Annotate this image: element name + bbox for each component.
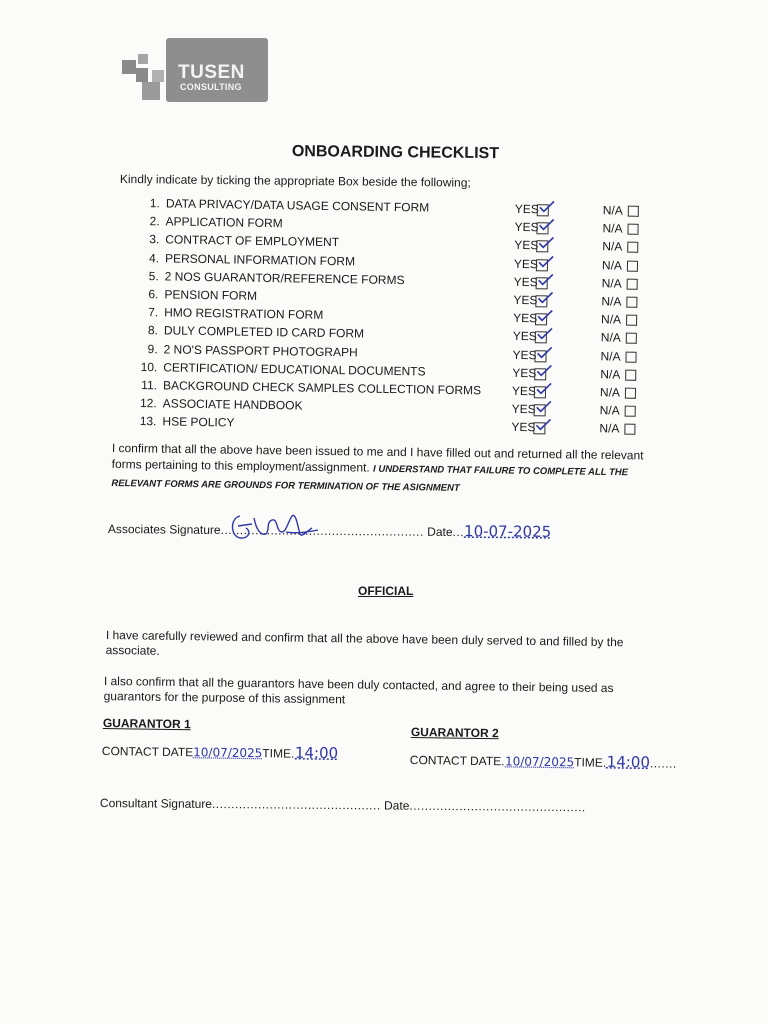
checklist-item-number: 10. [140, 359, 158, 375]
checklist-item-label: ASSOCIATE HANDBOOK [162, 396, 303, 413]
checklist-item-number: 12. [139, 396, 157, 411]
checkmark-icon [535, 308, 553, 322]
associate-signature-line: Associates Signature..................................................... Date...10-07-2025 [107, 521, 552, 541]
yes-label: YES [513, 256, 539, 271]
checklist-item-label: CERTIFICATION/ EDUCATIONAL DOCUMENTS [163, 360, 426, 379]
checklist-item-label: 2 NO'S PASSPORT PHOTOGRAPH [163, 341, 358, 360]
confirmation-body: I confirm that all the above have been issued to me and I have filled out and returned all the relevant forms pertaining to this employment/assignment. [111, 440, 644, 475]
logo-brand: TUSEN [178, 62, 245, 83]
consultant-signature-label: Consultant Signature [99, 796, 213, 811]
checklist-item-label: CONTRACT OF EMPLOYMENT [165, 232, 340, 250]
checklist-item-number: 2. [149, 214, 160, 229]
yes-label: YES [514, 220, 539, 235]
na-checkbox[interactable] [626, 297, 637, 308]
checklist-item-number: 13. [139, 414, 157, 429]
associate-signature-label: Associates Signature [107, 521, 221, 537]
na-checkbox[interactable] [628, 206, 639, 217]
consultant-date-label: Date [383, 798, 410, 813]
na-label: N/A [602, 221, 623, 236]
page-title: ONBOARDING CHECKLIST [291, 143, 500, 163]
checklist-item-number: 6. [148, 287, 159, 302]
yes-label: YES [513, 274, 538, 290]
checkmark-icon [534, 345, 552, 359]
checklist-item-label: HSE POLICY [162, 414, 235, 430]
checkmark-icon [535, 290, 553, 304]
checklist-item-number: 4. [148, 250, 160, 265]
checklist-item-label: 2 NOS GUARANTOR/REFERENCE FORMS [164, 269, 405, 287]
logo-sub: CONSULTING [180, 82, 242, 92]
checkmark-icon [536, 272, 554, 286]
guarantor-2-contact-label: CONTACT DATE [409, 752, 502, 769]
checkmark-icon [536, 254, 554, 268]
guarantor-2-contact: CONTACT DATE.10/07/2025TIME.14:00....... [409, 752, 677, 772]
na-label: N/A [600, 348, 621, 364]
checklist-item-label: BACKGROUND CHECK SAMPLES COLLECTION FORMS [162, 378, 482, 398]
na-checkbox[interactable] [624, 424, 635, 435]
checklist-item-number: 8. [147, 323, 158, 338]
na-checkbox[interactable] [626, 315, 637, 326]
na-label: N/A [600, 367, 621, 382]
official-statement-2: I also confirm that all the guarantors have been duly contacted, and agree to their being used as guarantors for the purpose of this assignment [103, 674, 614, 707]
yes-label: YES [512, 329, 537, 344]
checkmark-icon [534, 381, 552, 395]
na-checkbox[interactable] [625, 388, 636, 399]
yes-label: YES [511, 383, 537, 399]
termination-warning: I UNDERSTAND THAT FAILURE TO COMPLETE ALL THE RELEVANT FORMS ARE GROUNDS FOR TERMINATION OF THE ASIGNMENT [111, 463, 629, 494]
na-checkbox[interactable] [626, 333, 637, 344]
checklist-item-number: 11. [141, 378, 158, 393]
associate-date-value[interactable]: 10-07-2025 [463, 522, 552, 541]
yes-label: YES [513, 311, 538, 326]
na-checkbox[interactable] [627, 242, 638, 253]
checklist-item-label: PENSION FORM [164, 287, 258, 303]
guarantor-2-heading: GUARANTOR 2 [410, 725, 499, 741]
guarantor-1-date-value[interactable]: 10/07/2025 [193, 745, 263, 761]
guarantor-2-date-value[interactable]: 10/07/2025 [504, 754, 575, 770]
company-logo [122, 38, 272, 104]
yes-label: YES [514, 201, 539, 217]
guarantor-1-contact-label: CONTACT DATE [101, 743, 194, 760]
na-checkbox[interactable] [625, 369, 636, 380]
na-label: N/A [599, 403, 620, 418]
checklist-item-label: DULY COMPLETED ID CARD FORM [163, 323, 365, 341]
official-statement-1: I have carefully reviewed and confirm that all the above have been duly served to and filled by the associate. [105, 628, 624, 658]
checkmark-icon [534, 399, 552, 413]
na-label: N/A [599, 421, 620, 436]
yes-label: YES [511, 402, 536, 417]
checkmark-icon [537, 199, 555, 213]
na-label: N/A [601, 294, 622, 309]
guarantor-2-time-value[interactable]: 14:00 [606, 752, 651, 772]
checklist-item-number: 5. [148, 268, 159, 284]
guarantor-2-time-label: TIME [574, 755, 603, 770]
na-label: N/A [602, 203, 623, 218]
checkmark-icon [533, 418, 551, 432]
guarantor-1-contact: CONTACT DATE10/07/2025TIME.14:00 [101, 743, 339, 763]
checklist-item-number: 7. [148, 305, 159, 320]
checkmark-icon [535, 327, 553, 341]
yes-label: YES [514, 238, 539, 253]
intro-text: Kindly indicate by ticking the appropriate Box beside the following; [119, 172, 471, 190]
checklist-item-label: HMO REGISTRATION FORM [164, 305, 324, 323]
yes-label: YES [512, 347, 537, 362]
na-label: N/A [600, 330, 621, 345]
checklist [136, 196, 660, 454]
na-checkbox[interactable] [627, 260, 638, 271]
yes-label: YES [513, 292, 538, 308]
na-checkbox[interactable] [627, 278, 638, 289]
checklist-item-label: PERSONAL INFORMATION FORM [164, 250, 356, 268]
consultant-signature-line: Consultant Signature............................................ Date.............................................. [99, 796, 586, 815]
na-label: N/A [601, 257, 623, 273]
checkmark-icon [536, 217, 554, 231]
guarantor-1-time-value[interactable]: 14:00 [294, 743, 339, 763]
na-label: N/A [601, 312, 622, 327]
checklist-item-number: 9. [147, 341, 158, 356]
yes-label: YES [512, 365, 537, 381]
checklist-item-label: APPLICATION FORM [165, 214, 283, 231]
na-label: N/A [602, 239, 623, 254]
na-checkbox[interactable] [627, 224, 638, 235]
checklist-item-number: 1. [149, 196, 160, 211]
yes-label: YES [511, 420, 536, 435]
associate-signature[interactable] [226, 508, 322, 544]
na-label: N/A [599, 385, 621, 400]
checklist-item-label: DATA PRIVACY/DATA USAGE CONSENT FORM [165, 196, 430, 215]
associate-date-label: Date [427, 524, 453, 540]
na-label: N/A [601, 276, 622, 291]
checkmark-icon [534, 363, 552, 377]
guarantor-1-heading: GUARANTOR 1 [102, 716, 191, 732]
na-checkbox[interactable] [625, 351, 636, 362]
na-checkbox[interactable] [625, 406, 636, 417]
guarantor-1-time-label: TIME [262, 746, 292, 761]
checkmark-icon [536, 236, 554, 250]
confirmation-text [111, 440, 672, 500]
official-heading: OFFICIAL [358, 584, 414, 598]
checklist-item-number: 3. [149, 232, 160, 247]
